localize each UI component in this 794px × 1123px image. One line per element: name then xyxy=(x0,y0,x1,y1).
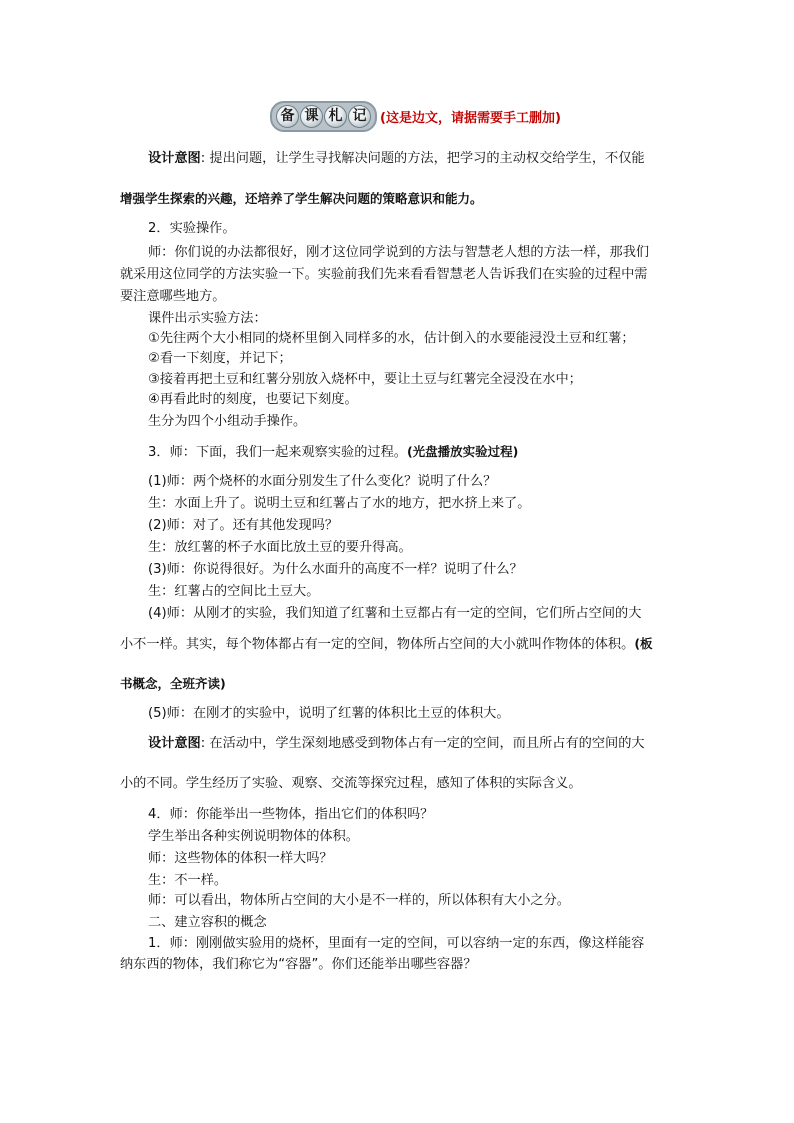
title-badge: 课 xyxy=(300,105,323,128)
list-item: ①先往两个大小相同的烧杯里倒入同样多的水，估计倒入的水要能浸没土豆和红薯； xyxy=(148,331,635,346)
paragraph-line: 小的不同。学生经历了实验、观察、交流等探究过程，感知了体积的实际含义。 xyxy=(120,776,582,791)
section-heading: 二、建立容积的概念 xyxy=(148,915,267,930)
paragraph-line: 增强学生探索的兴趣，还培养了学生解决问题的策略意识和能力。 xyxy=(120,191,483,206)
paragraph-line: 要注意哪些地方。 xyxy=(120,289,226,304)
dialogue-line: (2)师：对了。还有其他发现吗？ xyxy=(148,518,339,533)
dialogue-line: (3)师：你说得很好。为什么水面升的高度不一样？说明了什么？ xyxy=(148,562,523,577)
dialogue-line: 小不一样。其实，每个物体都占有一定的空间，物体所占空间的大小就叫作物体的体积。(板 xyxy=(120,636,653,652)
dialogue-line: 纳东西的物体，我们称它为“容器”。你们还能举出哪些容器？ xyxy=(120,957,477,972)
margin-note-hint: (这是边文，请据需要手工删加) xyxy=(380,110,561,126)
title-badge: 札 xyxy=(324,105,347,128)
section-heading: 4．师：你能举出一些物体，指出它们的体积吗？ xyxy=(148,807,434,822)
dialogue-line: 师：这些物体的体积一样大吗？ xyxy=(148,851,333,866)
design-intent-paragraph: 设计意图: 在活动中，学生深刻地感受到物体占有一定的空间，而且所占有的空间的大 xyxy=(148,736,645,751)
paragraph-line: 书概念，全班齐读) xyxy=(120,676,226,691)
dialogue-line: (5)师：在刚才的实验中，说明了红薯的体积比土豆的体积大。 xyxy=(148,706,510,721)
design-intent-label: 设计意图 xyxy=(148,736,201,751)
list-item: ③接着再把土豆和红薯分别放入烧杯中，要让土豆与红薯完全浸没在水中； xyxy=(148,372,582,387)
list-item: ②看一下刻度，并记下； xyxy=(148,351,292,366)
dialogue-line: (4)师：从刚才的实验，我们知道了红薯和土豆都占有一定的空间，它们所占空间的大 xyxy=(148,606,642,621)
paragraph-line: 就采用这位同学的方法实验一下。实验前我们先来看看智慧老人告诉我们在实验的过程中需 xyxy=(120,267,648,282)
lesson-notes-title-badges xyxy=(270,101,377,132)
design-intent-label: 设计意图 xyxy=(148,151,201,166)
list-item: ④再看此时的刻度，也要记下刻度。 xyxy=(148,392,358,407)
dialogue-line: 1．师：刚刚做实验用的烧杯，里面有一定的空间，可以容纳一定的东西，像这样能容 xyxy=(148,936,645,951)
title-badge: 备 xyxy=(276,105,299,128)
dialogue-line: 生：红薯占的空间比土豆大。 xyxy=(148,584,320,599)
dialogue-line: (1)师：两个烧杯的水面分别发生了什么变化？说明了什么？ xyxy=(148,474,497,489)
dialogue-line: 生：不一样。 xyxy=(148,873,228,888)
section-heading: 2．实验操作。 xyxy=(148,221,236,236)
paragraph-line: 课件出示实验方法： xyxy=(148,311,267,326)
section-heading: 3．师：下面，我们一起来观察实验的过程。(光盘播放实验过程) xyxy=(148,444,519,460)
paragraph-line: 学生举出各种实例说明物体的体积。 xyxy=(148,829,359,844)
title-badge: 记 xyxy=(348,105,371,128)
paragraph-line: 生分为四个小组动手操作。 xyxy=(148,414,307,429)
lesson-notes-header xyxy=(270,101,561,131)
dialogue-line: 师：可以看出，物体所占空间的大小是不一样的，所以体积有大小之分。 xyxy=(148,893,570,908)
design-intent-paragraph: 设计意图: 提出问题，让学生寻找解决问题的方法，把学习的主动权交给学生，不仅能 xyxy=(148,151,645,166)
dialogue-line: 生：水面上升了。说明土豆和红薯占了水的地方，把水挤上来了。 xyxy=(148,496,531,511)
dialogue-line: 生：放红薯的杯子水面比放土豆的要升得高。 xyxy=(148,540,412,555)
paragraph-line: 师：你们说的办法都很好，刚才这位同学说到的方法与智慧老人想的方法一样，那我们 xyxy=(148,245,650,260)
